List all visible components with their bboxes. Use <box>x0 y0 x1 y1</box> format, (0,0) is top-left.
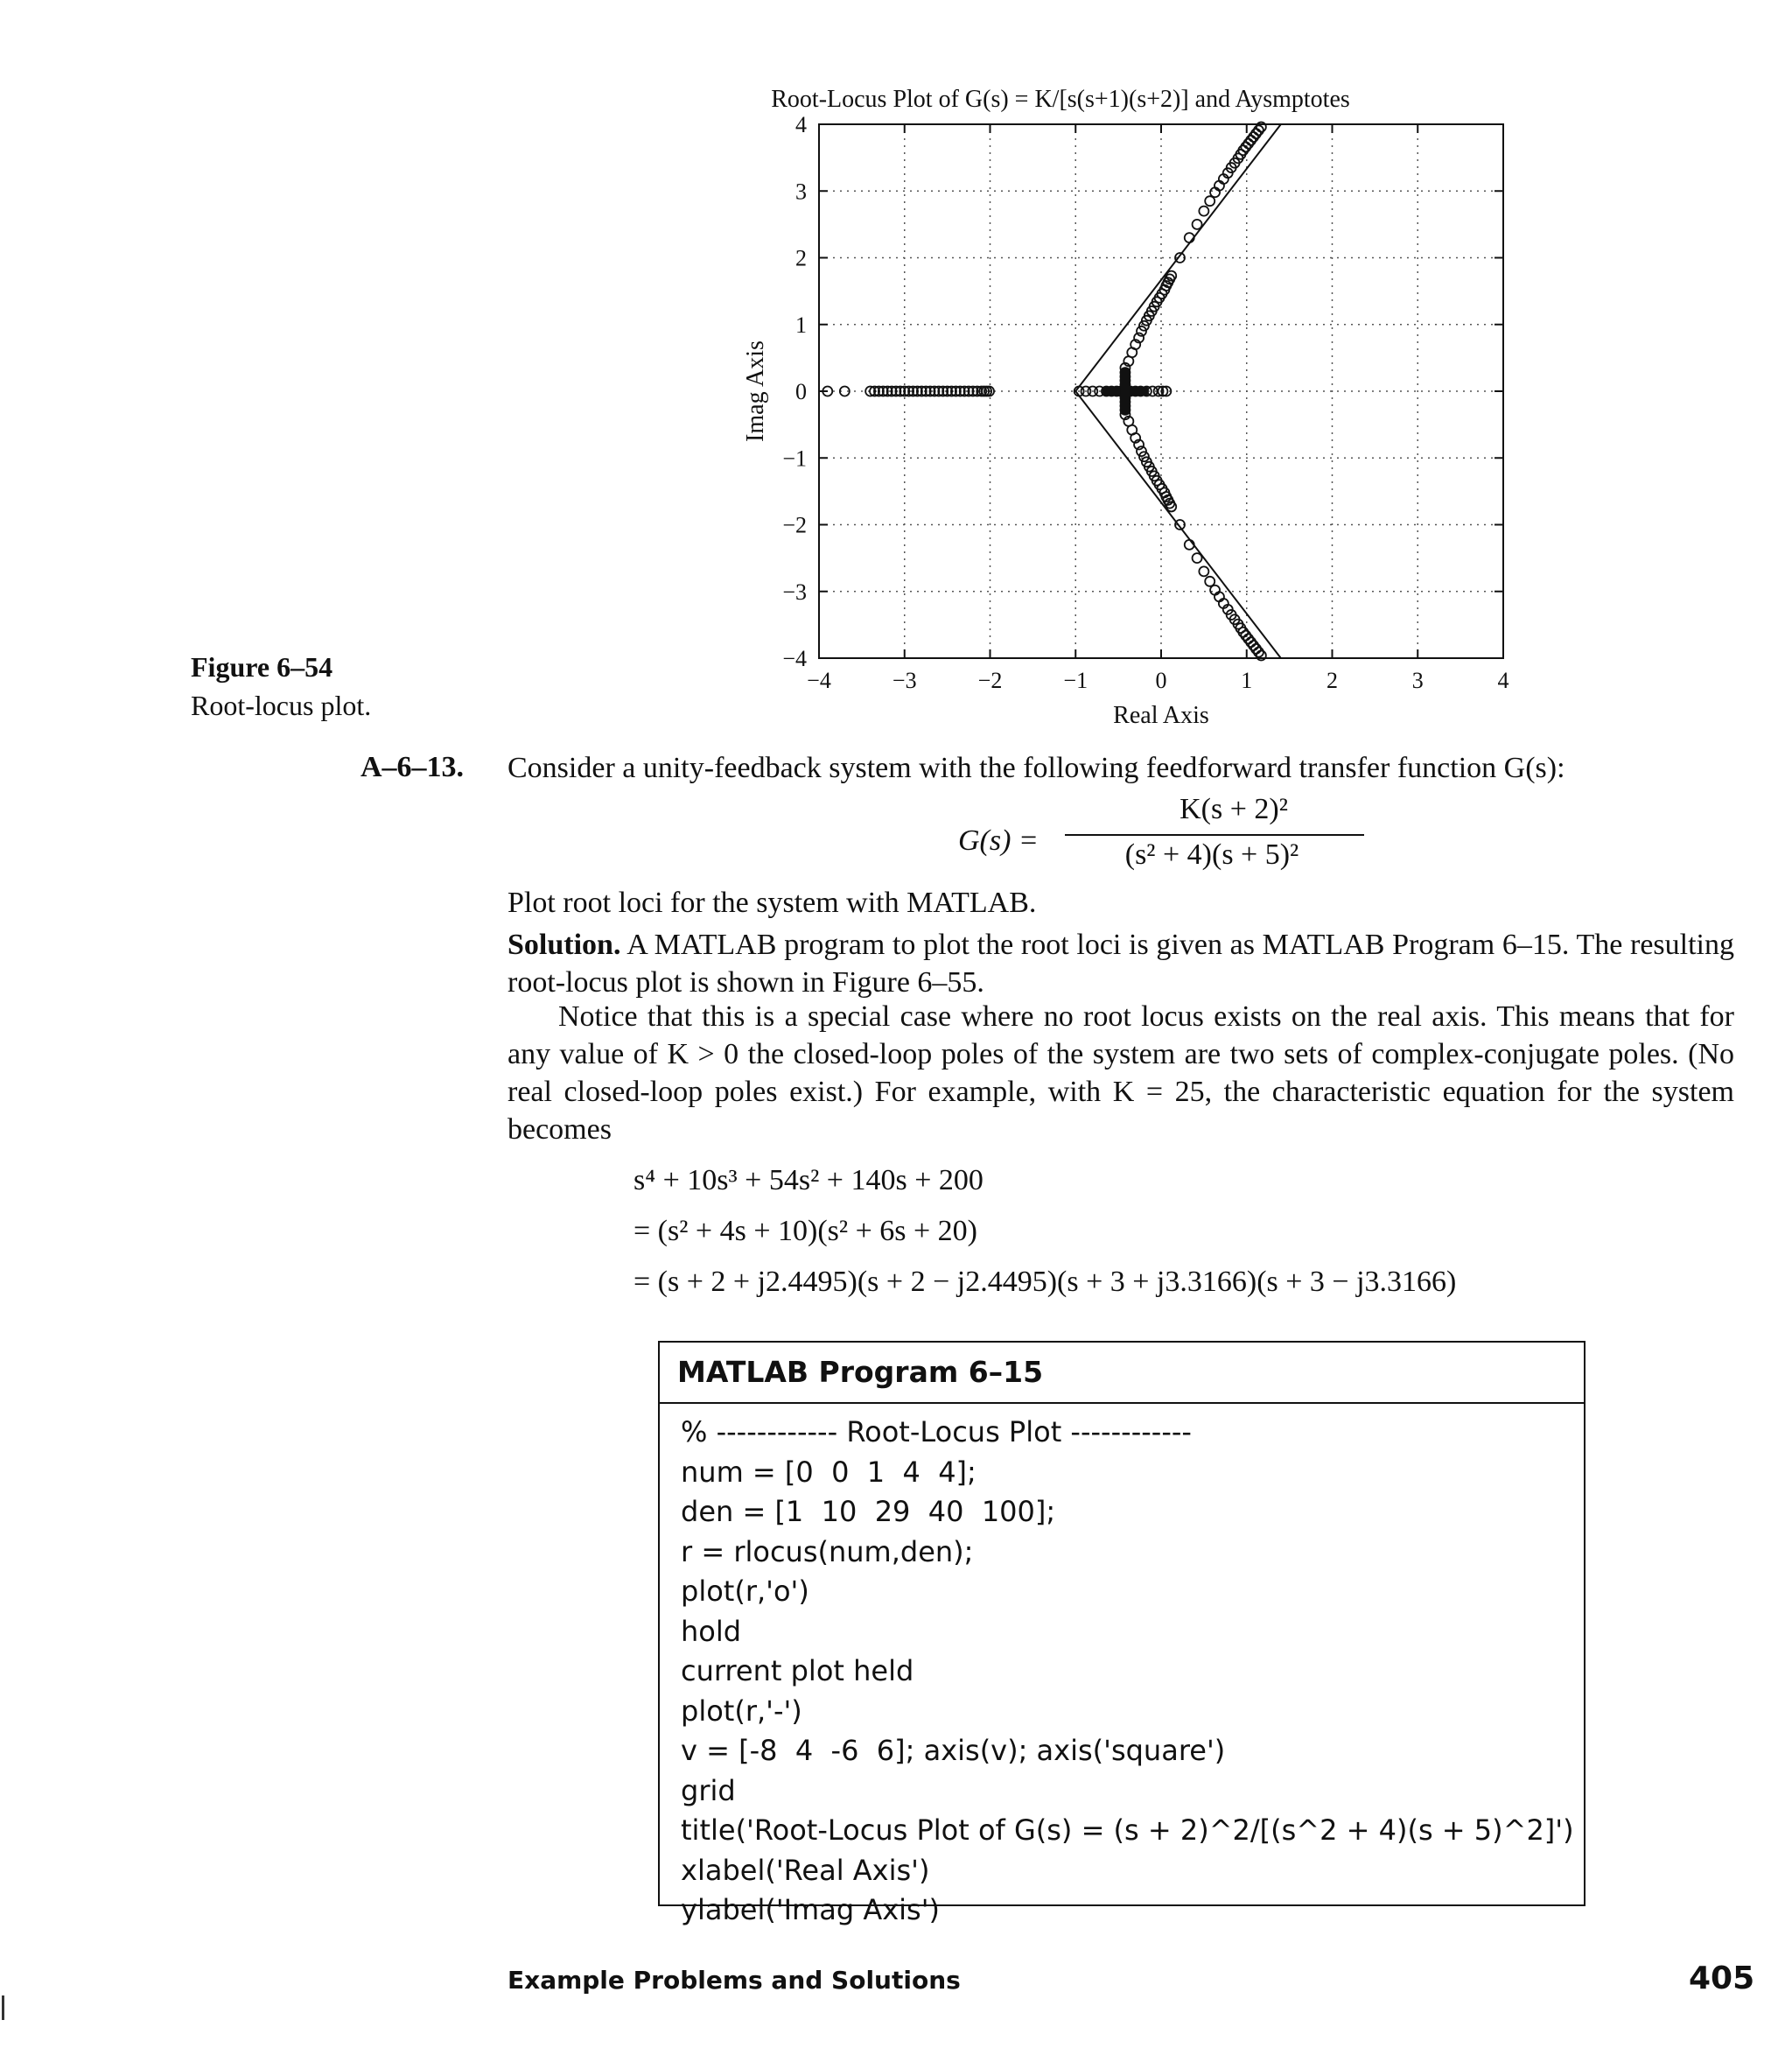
solution-label: Solution. <box>508 929 621 961</box>
y-tick-label: 0 <box>795 379 807 404</box>
code-line: hold <box>681 1614 742 1648</box>
x-tick-label: 0 <box>1155 668 1167 693</box>
code-line: xlabel('Real Axis') <box>681 1853 930 1887</box>
root-marker <box>1193 220 1202 229</box>
figure-caption: Root-locus plot. <box>191 690 372 721</box>
characteristic-equation-line-1: s⁴ + 10s³ + 54s² + 140s + 200 <box>634 1164 984 1196</box>
x-tick-label: −4 <box>807 668 831 693</box>
equation-denominator: (s² + 4)(s + 5)² <box>1124 838 1299 871</box>
program-title: MATLAB Program 6–15 <box>660 1343 1584 1404</box>
problem-number: A–6–13. <box>360 751 465 783</box>
solution-text: A MATLAB program to plot the root loci is given as MATLAB Program 6–15. The resulting root-locus plot is shown in Figure 6–55. <box>508 929 1734 999</box>
y-tick-label: −4 <box>782 646 807 671</box>
y-tick-label: −1 <box>782 445 807 472</box>
footer-section-title: Example Problems and Solutions <box>508 1966 961 1995</box>
code-line: title('Root-Locus Plot of G(s) = (s + 2)^2/[(s^2 + 4)(s + 5)^2]') <box>681 1813 1574 1847</box>
program-code <box>660 1404 1584 1931</box>
page-number: 405 <box>1689 1960 1755 1996</box>
equation-lhs: G(s) = <box>958 824 1039 857</box>
y-tick-label: 1 <box>795 312 807 338</box>
solution-paragraph <box>508 926 1734 1001</box>
code-line: % ------------ Root-Locus Plot ------------ <box>681 1415 1192 1448</box>
code-line: r = rlocus(num,den); <box>681 1534 974 1568</box>
y-axis-label: Imag Axis <box>742 340 769 442</box>
y-tick-label: 2 <box>795 245 807 271</box>
explanation-paragraph: Notice that this is a special case where no root locus exists on the real axis. This means that for any value of K > 0 the closed-loop poles of the system are two sets of complex-conjugate poles. (No real closed-loop poles exist.) For example, with K = 25, the characteristic equation for the system becomes <box>508 1000 1734 1146</box>
code-line: den = [1 10 29 40 100]; <box>681 1495 1056 1528</box>
fraction-bar <box>1065 834 1364 836</box>
scan-edge-mark <box>2 1995 4 2020</box>
y-tick-label: 4 <box>795 112 807 137</box>
equation-numerator: K(s + 2)² <box>1180 793 1288 825</box>
x-tick-label: −1 <box>1063 668 1088 693</box>
code-line: num = [0 0 1 4 4]; <box>681 1455 976 1489</box>
y-tick-label: 3 <box>795 179 807 205</box>
root-marker <box>1193 553 1202 563</box>
x-tick-label: 2 <box>1326 668 1338 693</box>
y-tick-labels <box>782 112 807 671</box>
code-line: ylabel('Imag Axis') <box>681 1893 940 1926</box>
code-line: grid <box>681 1773 736 1807</box>
characteristic-equation-line-3: = (s + 2 + j2.4495)(s + 2 − j2.4495)(s + 3 + j3.3166)(s + 3 − j3.3166) <box>634 1266 1457 1298</box>
code-line: plot(r,'o') <box>681 1575 809 1608</box>
y-tick-label: −2 <box>782 512 807 538</box>
x-axis-label: Real Axis <box>1113 702 1209 729</box>
code-line: plot(r,'-') <box>681 1694 802 1728</box>
root-marker <box>1199 207 1208 216</box>
root-marker <box>1199 566 1208 576</box>
characteristic-equation-line-2: = (s² + 4s + 10)(s² + 6s + 20) <box>634 1215 977 1247</box>
matlab-program-box <box>658 1341 1586 1926</box>
x-tick-label: −3 <box>892 668 917 693</box>
x-tick-label: 1 <box>1241 668 1253 693</box>
x-tick-label: 4 <box>1497 668 1509 693</box>
code-line: current plot held <box>681 1654 914 1687</box>
chart-title: Root-Locus Plot of G(s) = K/[s(s+1)(s+2)] and Aysmptotes <box>771 86 1350 113</box>
figure-label: Figure 6–54 <box>191 651 333 683</box>
x-tick-labels <box>807 668 1508 693</box>
y-tick-label: −3 <box>782 579 807 605</box>
problem-intro: Consider a unity-feedback system with the following feedforward transfer function G(s): <box>508 752 1565 784</box>
code-line: v = [-8 4 -6 6]; axis(v); axis('square') <box>681 1734 1226 1767</box>
x-tick-label: 3 <box>1411 668 1424 693</box>
problem-instruction: Plot root loci for the system with MATLAB. <box>508 887 1037 919</box>
root-locus-plot <box>0 0 1792 753</box>
x-tick-label: −2 <box>977 668 1003 693</box>
